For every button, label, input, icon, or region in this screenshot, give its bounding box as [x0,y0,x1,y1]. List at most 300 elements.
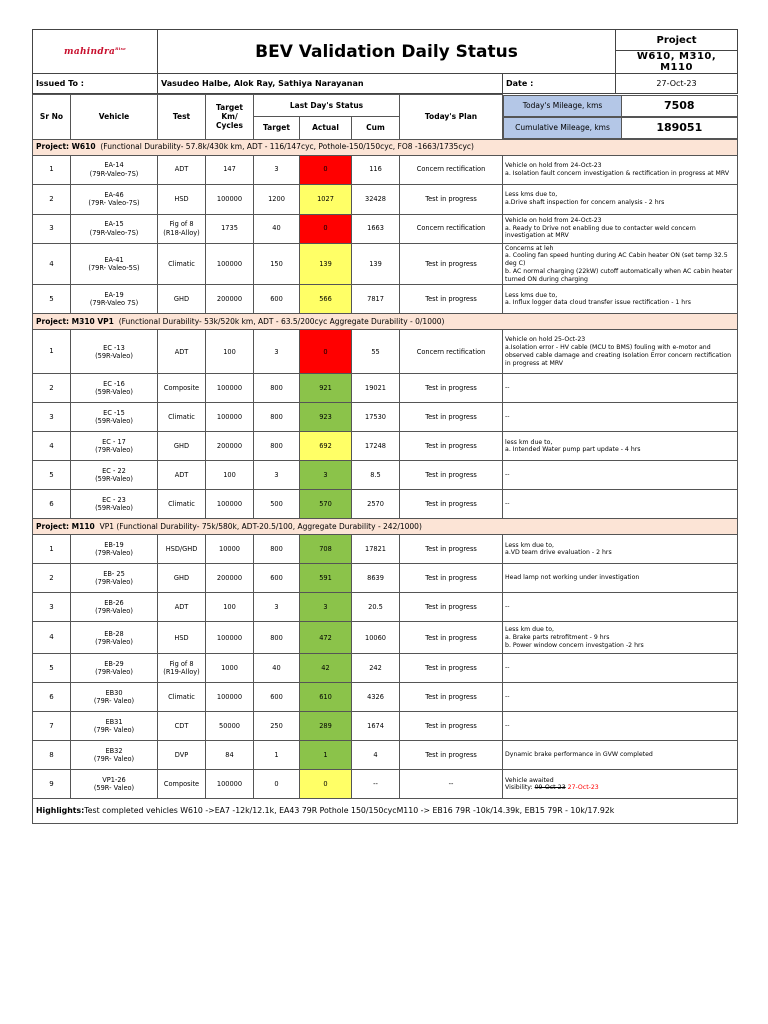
actual-cell: 610 [300,683,352,712]
plan-cell: Test in progress [400,741,503,770]
text-line: (79R-Valeo) [95,637,133,646]
section-header [33,139,738,155]
table-row [33,461,738,490]
cum-cell: 8639 [352,564,400,593]
table-row [33,741,738,770]
plan-cell: Test in progress [400,654,503,683]
table-row [33,683,738,712]
text-line: (79R-Valeo-7S) [89,169,139,178]
table-row [33,712,738,741]
text-line: Fig of 8 [169,660,194,669]
text-line: Less kms due to, [505,191,558,199]
table-row [33,214,738,243]
target-cell: 600 [254,564,300,593]
cum-cell: 2570 [352,490,400,519]
logo [33,30,158,74]
text-line: Vehicle on hold from 24-Oct-23 [505,216,602,224]
sr-no-cell: 6 [33,490,71,519]
text-line: EA-41 [104,255,124,264]
remarks-cell [503,214,738,243]
remarks-cell [503,622,738,654]
text-line: Dynamic brake performance in GVW completed [505,751,653,759]
highlights-label: Highlights: [36,806,85,816]
vehicle-cell [71,741,158,770]
text-line: EB- 25 [103,570,125,579]
date-label: Date : [503,74,616,94]
text-line: EC - 23 [102,496,126,505]
remarks-cell [503,770,738,799]
text-line: (79R- Valeo) [93,697,135,706]
text-line: Climatic [168,259,195,268]
target-km-cell: 100000 [206,403,254,432]
section-desc: VP1 (Functional Durability- 75k/580k, ADT-20.5/100, Aggregate Durability - 242/1000) [99,522,422,532]
plan-cell: Test in progress [400,243,503,285]
vehicle-cell [71,243,158,285]
text-line: DVP [174,751,189,760]
cum-cell: 8.5 [352,461,400,490]
table-row [33,564,738,593]
target-cell: 150 [254,243,300,285]
mileage-today-cell [503,95,738,117]
test-cell [158,593,206,622]
cumulative-mileage-value: 189051 [622,117,738,138]
test-cell [158,285,206,314]
target-km-cell: 100000 [206,374,254,403]
text-line: a.Drive shaft inspection for concern analysis - 2 hrs [505,199,665,206]
section-header [33,519,738,535]
cum-cell: 4 [352,741,400,770]
test-cell [158,490,206,519]
plan-cell: Concern rectification [400,330,503,374]
cum-cell: 17821 [352,535,400,564]
target-km-cell: 200000 [206,564,254,593]
plan-cell: Test in progress [400,461,503,490]
target-km-cell: 50000 [206,712,254,741]
remarks-cell [503,432,738,461]
text-line: ADT [174,165,189,174]
table-row [33,432,738,461]
table-row [33,243,738,285]
vehicle-cell [71,214,158,243]
text-line: Composite [163,780,200,789]
target-cell: 600 [254,285,300,314]
target-km-cell: 100 [206,330,254,374]
sr-no-cell: 6 [33,683,71,712]
target-cell: 1200 [254,184,300,214]
cum-cell: 19021 [352,374,400,403]
plan-cell: Test in progress [400,285,503,314]
issued-to-label: Issued To : [33,74,158,94]
vehicle-cell [71,654,158,683]
text-line: (79R- Valeo-5S) [88,263,140,272]
text-line: a. Ready to Drive not enabling due to contacter weld concern investigation at MRV [505,224,696,240]
text-line: EA-46 [104,190,124,199]
test-cell [158,622,206,654]
text-line: CDT [174,722,189,731]
sr-no-cell: 2 [33,184,71,214]
text-line: -- [505,413,510,421]
plan-cell: Test in progress [400,184,503,214]
actual-cell: 139 [300,243,352,285]
target-cell: 800 [254,535,300,564]
sr-no-cell: 9 [33,770,71,799]
vehicle-cell [71,285,158,314]
cum-cell: 17248 [352,432,400,461]
target-cell: 600 [254,683,300,712]
text-line: -- [505,500,510,508]
actual-cell: 289 [300,712,352,741]
col-actual: Actual [300,117,352,140]
text-line: a. Cooling fan speed hunting during AC Cabin heater ON (set temp 32.5 deg C) [505,252,728,267]
target-km-cell: 100000 [206,490,254,519]
actual-cell: 42 [300,654,352,683]
cum-cell: 55 [352,330,400,374]
actual-cell: 0 [300,155,352,184]
actual-cell: 923 [300,403,352,432]
plan-cell: Test in progress [400,622,503,654]
cum-cell: 1674 [352,712,400,741]
test-cell [158,564,206,593]
remarks-cell [503,712,738,741]
remarks-cell [503,461,738,490]
text-line: EB-29 [104,660,124,669]
text-line: GHD [173,442,190,451]
actual-cell: 3 [300,593,352,622]
text-line: Vehicle on hold from 24-Oct-23 [505,161,602,169]
actual-cell: 692 [300,432,352,461]
target-cell: 0 [254,770,300,799]
table-row [33,374,738,403]
target-cell: 500 [254,490,300,519]
test-cell [158,214,206,243]
text-line: (R18-Alloy) [163,228,200,237]
text-line: EA-15 [104,220,124,229]
today-mileage-value: 7508 [622,95,738,116]
mahindra-logo: mahindra$^{Rise}$ [64,46,126,57]
table-row [33,490,738,519]
test-cell [158,374,206,403]
target-km-cell: 200000 [206,285,254,314]
sr-no-cell: 4 [33,622,71,654]
plan-cell: Concern rectification [400,214,503,243]
text-line: (79R-Valeo) [95,578,133,587]
remarks-cell [503,403,738,432]
cum-cell: -- [352,770,400,799]
test-cell [158,243,206,285]
text-line: (79R-Valeo) [95,549,133,558]
test-cell [158,683,206,712]
test-cell [158,741,206,770]
target-cell: 3 [254,155,300,184]
text-line: EB32 [105,747,123,756]
actual-cell: 566 [300,285,352,314]
issued-to-value: Vasudeo Halbe, Alok Ray, Sathiya Narayanan [158,74,503,94]
sr-no-cell: 1 [33,330,71,374]
target-cell: 3 [254,330,300,374]
sr-no-cell: 4 [33,243,71,285]
sr-no-cell: 3 [33,593,71,622]
text-line: EC -13 [103,343,125,352]
cum-cell: 7817 [352,285,400,314]
text-line: Climatic [168,693,195,702]
text-line: VP1-26 [102,776,126,785]
vehicle-cell [71,535,158,564]
sr-no-cell: 3 [33,403,71,432]
text-line: Concerns at leh [505,244,554,252]
col-target-km: Target Km/ Cycles [206,95,254,140]
vehicle-cell [71,432,158,461]
sr-no-cell: 5 [33,285,71,314]
sr-no-cell: 1 [33,155,71,184]
text-line: Vehicle awaited [505,776,554,784]
col-target: Target [254,117,300,140]
section-name: Project: W610 [36,142,96,152]
visibility-new-date: 27-Oct-23 [567,784,599,792]
highlights [33,799,738,824]
target-km-cell: 100000 [206,770,254,799]
remarks-cell [503,184,738,214]
remarks-cell [503,593,738,622]
text-line: (59R-Valeo) [95,351,133,360]
remarks-cell [503,330,738,374]
sr-no-cell: 5 [33,461,71,490]
remarks-cell [503,654,738,683]
actual-cell: 472 [300,622,352,654]
text-line: -- [505,693,510,701]
remarks-cell [503,374,738,403]
text-line: HSD [174,633,189,642]
vehicle-cell [71,374,158,403]
plan-cell: Test in progress [400,712,503,741]
sr-no-cell: 8 [33,741,71,770]
section-header [33,314,738,330]
remarks-cell [503,683,738,712]
vehicle-cell [71,683,158,712]
actual-cell: 0 [300,330,352,374]
plan-cell: Test in progress [400,593,503,622]
text-line: Vehicle on hold 25-Oct-23 [505,336,586,344]
table-row [33,770,738,799]
text-line: (59R-Valeo) [95,475,133,484]
section-name: Project: M110 [36,522,95,532]
vehicle-cell [71,770,158,799]
vehicle-cell [71,461,158,490]
remarks-cell [503,243,738,285]
target-cell: 40 [254,654,300,683]
col-cum: Cum [352,117,400,140]
text-line: Less kms due to, [505,291,558,299]
cum-cell: 242 [352,654,400,683]
target-km-cell: 200000 [206,432,254,461]
plan-cell: Test in progress [400,535,503,564]
plan-cell: Test in progress [400,403,503,432]
header-table [32,29,738,94]
project-value: W610, M310, M110 [616,51,738,74]
test-cell [158,654,206,683]
target-km-cell: 147 [206,155,254,184]
text-line: (79R- Valeo-7S) [88,199,140,207]
text-line: a.VD team drive evaluation - 2 hrs [505,549,612,557]
actual-cell: 3 [300,461,352,490]
text-line: a. Intended Water pump part update - 4 hrs [505,446,641,454]
target-km-cell: 100000 [206,184,254,214]
vehicle-cell [71,184,158,214]
table-row [33,654,738,683]
text-line: EC - 17 [102,438,126,447]
cum-cell: 10060 [352,622,400,654]
table-row [33,155,738,184]
table-row [33,330,738,374]
vehicle-cell [71,712,158,741]
sr-no-cell: 7 [33,712,71,741]
actual-cell: 1 [300,741,352,770]
target-cell: 800 [254,622,300,654]
visibility-label: Visibility: [505,784,535,792]
text-line: EB-28 [104,629,124,638]
text-line: (79R-Valeo) [95,607,133,616]
text-line: a. Isolation fault concern investigation & rectification in progress at MRV [505,169,730,177]
target-cell: 800 [254,432,300,461]
text-line: (59R- Valeo) [93,784,135,793]
text-line: HSD/GHD [165,545,198,554]
actual-cell: 921 [300,374,352,403]
text-line: -- [505,471,510,479]
text-line: EB31 [105,718,123,727]
text-line: EB-19 [104,541,124,550]
target-cell: 3 [254,461,300,490]
mileage-cumulative-cell [503,117,738,140]
remarks-cell [503,490,738,519]
cum-cell: 20.5 [352,593,400,622]
target-km-cell: 100000 [206,243,254,285]
target-cell: 800 [254,374,300,403]
target-km-cell: 100 [206,461,254,490]
text-line: Climatic [168,413,195,422]
text-line: b. AC normal charging (22kW) cutoff automatically when AC cabin heater turned ON during charging [505,267,733,283]
text-line: (79R- Valeo) [93,755,135,764]
target-km-cell: 100 [206,593,254,622]
table-row [33,593,738,622]
text-line: (79R-Valeo) [95,668,133,677]
target-cell: 800 [254,403,300,432]
test-cell [158,432,206,461]
actual-cell: 0 [300,770,352,799]
remarks-cell [503,155,738,184]
cum-cell: 139 [352,243,400,285]
text-line: ADT [174,347,189,356]
text-line: (79R-Valeo) [95,446,133,455]
test-cell [158,535,206,564]
target-km-cell: 100000 [206,622,254,654]
text-line: Head lamp not working under investigation [505,574,640,582]
text-line: -- [505,722,510,730]
table-row [33,285,738,314]
target-cell: 250 [254,712,300,741]
remarks-cell [503,535,738,564]
cum-cell: 116 [352,155,400,184]
target-cell: 3 [254,593,300,622]
test-cell [158,184,206,214]
target-km-cell: 84 [206,741,254,770]
text-line: GHD [173,574,190,583]
vehicle-cell [71,564,158,593]
project-label: Project [616,30,738,51]
actual-cell: 591 [300,564,352,593]
text-line: EC - 22 [102,467,126,476]
text-line: (59R-Valeo) [95,417,133,426]
actual-cell: 708 [300,535,352,564]
highlights-row [33,799,738,824]
section-name: Project: M310 VP1 [36,317,114,327]
text-line: Fig of 8 [169,220,194,229]
date-value: 27-Oct-23 [616,74,738,94]
page-title: BEV Validation Daily Status [158,30,616,74]
test-cell [158,712,206,741]
section-row [33,519,738,535]
test-cell [158,461,206,490]
status-table [32,94,738,824]
target-km-cell: 1000 [206,654,254,683]
plan-cell: Test in progress [400,683,503,712]
visibility-old-date: 09-Oct-23 [534,784,566,792]
text-line: a. Influx logger data cloud transfer issue rectification - 1 hrs [505,299,691,307]
text-line: Composite [163,384,200,393]
vehicle-cell [71,622,158,654]
table-row [33,622,738,654]
actual-cell: 0 [300,214,352,243]
text-line: (79R- Valeo) [93,726,135,735]
plan-cell: Test in progress [400,490,503,519]
vehicle-cell [71,330,158,374]
cum-cell: 17530 [352,403,400,432]
text-line: (59R-Valeo) [95,388,133,397]
target-km-cell: 10000 [206,535,254,564]
target-km-cell: 1735 [206,214,254,243]
plan-cell: -- [400,770,503,799]
text-line: Less km due to, [505,626,554,634]
sr-no-cell: 2 [33,564,71,593]
sr-no-cell: 5 [33,654,71,683]
text-line: -- [505,603,510,611]
text-line: (79R-Valeo-7S) [89,228,139,237]
remarks-cell [503,285,738,314]
text-line: -- [505,664,510,672]
text-line: EA-14 [104,161,124,170]
target-cell: 1 [254,741,300,770]
test-cell [158,155,206,184]
vehicle-cell [71,155,158,184]
section-desc: (Functional Durability- 57.8k/430k km, ADT - 116/147cyc, Pothole-150/150cyc, FO8 -1663/1735cyc) [100,142,474,152]
plan-cell: Concern rectification [400,155,503,184]
text-line: less km due to, [505,438,553,446]
sr-no-cell: 1 [33,535,71,564]
sr-no-cell: 2 [33,374,71,403]
cumulative-mileage-label: Cumulative Mileage, kms [504,117,622,138]
table-row [33,403,738,432]
text-line: Less km due to, [505,541,554,549]
text-line: EB-26 [104,599,124,608]
text-line: (R19-Alloy) [163,668,200,677]
text-line: HSD [174,194,189,203]
cum-cell: 4326 [352,683,400,712]
test-cell [158,403,206,432]
col-last-day-status: Last Day's Status [254,95,400,117]
text-line: EC -15 [103,409,125,418]
text-line: (79R-Valeo 7S) [89,299,139,308]
col-vehicle: Vehicle [71,95,158,140]
plan-cell: Test in progress [400,374,503,403]
col-todays-plan: Today's Plan [400,95,503,140]
